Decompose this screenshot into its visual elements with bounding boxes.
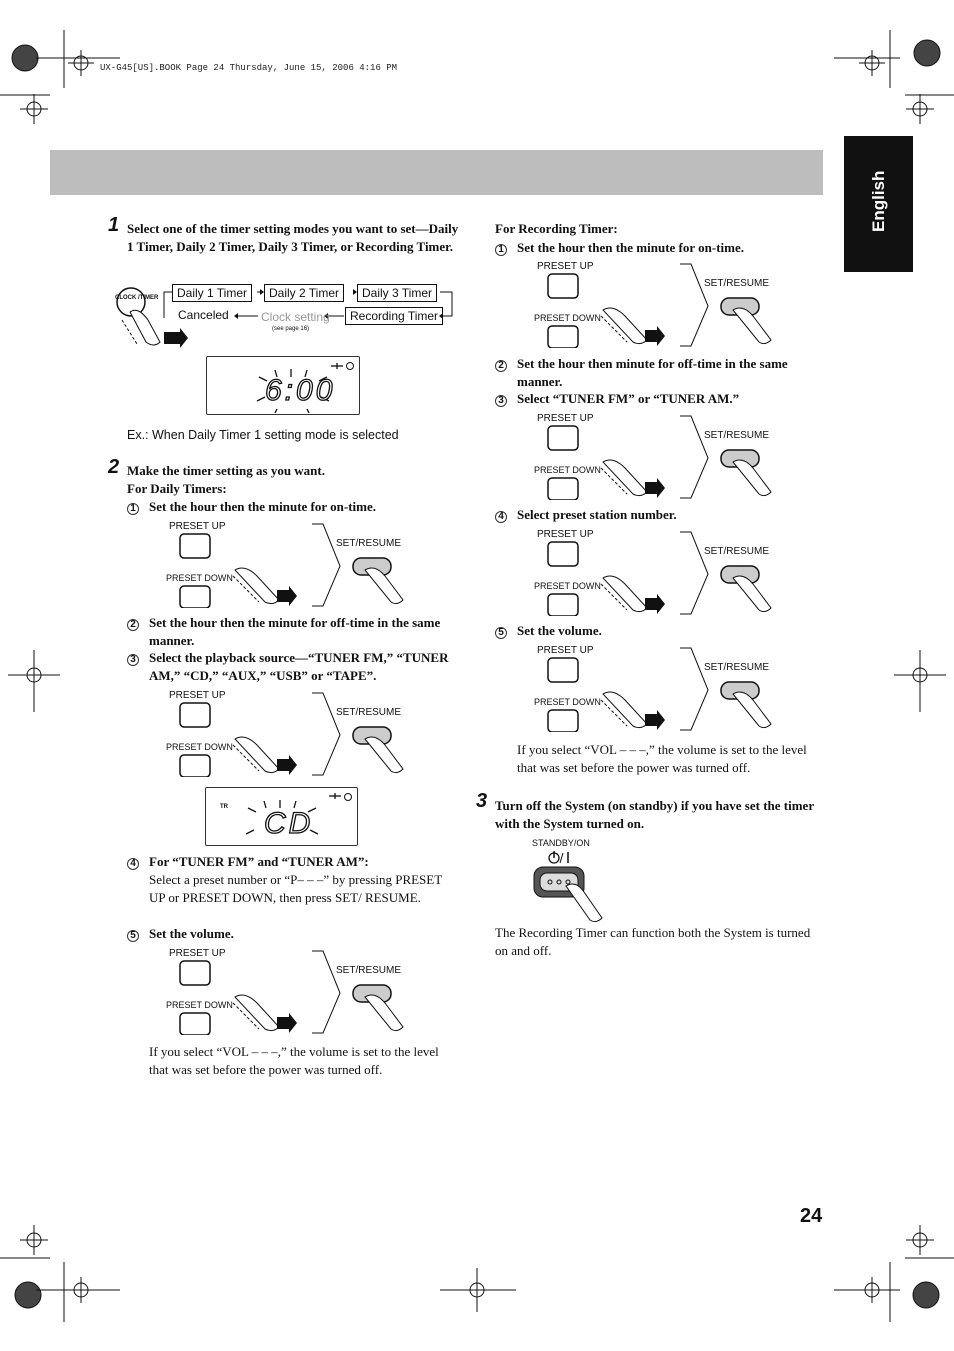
button-diagram-rec-source <box>533 410 778 500</box>
daily-timers-heading: For Daily Timers: <box>127 481 227 496</box>
daily-step-3 <box>127 649 457 683</box>
daily-step-5 <box>127 925 457 943</box>
rec-step-4 <box>495 506 820 524</box>
button-diagram-daily-volume <box>165 945 410 1035</box>
daily-step-2 <box>127 614 457 648</box>
step-2-number: 2 <box>108 456 120 478</box>
step-1-caption: Ex.: When Daily Timer 1 setting mode is selected <box>127 428 399 442</box>
preset-down-label: PRESET DOWN <box>534 465 601 475</box>
step-1-instruction: Select one of the timer setting modes you want to set—Daily 1 Timer, Daily 2 Timer, Daily 3 Timer, or Recording Timer. <box>127 221 459 254</box>
standby-button-diagram <box>530 836 610 926</box>
daily-step-2-text: Set the hour then the minute for off-time in the same manner. <box>149 615 441 648</box>
circled-number-4: 4 <box>127 858 139 870</box>
mode-clock-setting: Clock setting <box>261 310 330 324</box>
daily-step-3-text: Select the playback source—“TUNER FM,” “TUNER AM,” “CD,” “AUX,” “USB” or “TAPE”. <box>149 650 449 683</box>
circled-number-3: 3 <box>495 395 507 407</box>
rec-step-5 <box>495 622 820 640</box>
preset-down-label: PRESET DOWN <box>166 1000 233 1010</box>
button-diagram-rec-on-time <box>533 258 778 348</box>
see-page-ref: (see page 16) <box>272 326 310 332</box>
preset-up-label: PRESET UP <box>169 948 226 959</box>
step-3-note: The Recording Timer can function both the System is turned on and off. <box>495 925 811 958</box>
rec-step-5-text: Set the volume. <box>517 623 602 638</box>
daily-step-4-title: For “TUNER FM” and “TUNER AM”: <box>149 854 369 869</box>
preset-up-label: PRESET UP <box>537 261 594 272</box>
circled-number-4: 4 <box>495 511 507 523</box>
page-number: 24 <box>800 1205 823 1227</box>
circled-number-2: 2 <box>127 619 139 631</box>
preset-up-label: PRESET UP <box>537 413 594 424</box>
clock-timer-button-label: CLOCK /TIMER <box>115 295 159 301</box>
rec-step-2 <box>495 355 820 389</box>
preset-up-label: PRESET UP <box>537 645 594 656</box>
preset-up-label: PRESET UP <box>169 521 226 532</box>
preset-down-label: PRESET DOWN <box>166 742 233 752</box>
language-tab-label: English <box>869 170 888 232</box>
file-info-line: UX-G45[US].BOOK Page 24 Thursday, June 15, 2006 4:16 PM <box>100 63 398 73</box>
rec-step-2-text: Set the hour then minute for off-time in the same manner. <box>517 356 788 389</box>
set-resume-label: SET/RESUME <box>704 662 770 673</box>
mode-canceled: Canceled <box>178 308 229 322</box>
rec-step-4-text: Select preset station number. <box>517 507 677 522</box>
section-header-bar <box>50 150 823 195</box>
circled-number-1: 1 <box>127 503 139 515</box>
standby-on-label: STANDBY/ON <box>532 838 590 848</box>
daily-volume-note: If you select “VOL – – –,” the volume is set to the level that was set before the power was turned off. <box>149 1044 439 1077</box>
preset-down-label: PRESET DOWN <box>534 581 601 591</box>
lcd-display-daily-timer <box>206 356 360 415</box>
rec-volume-note: If you select “VOL – – –,” the volume is set to the level that was set before the power was turned off. <box>517 742 807 775</box>
set-resume-label: SET/RESUME <box>336 965 402 976</box>
rec-step-1 <box>495 239 820 257</box>
button-diagram-daily-source <box>165 687 410 777</box>
set-resume-label: SET/RESUME <box>704 430 770 441</box>
button-diagram-rec-volume <box>533 642 778 732</box>
preset-down-label: PRESET DOWN <box>534 697 601 707</box>
lcd-display-source <box>205 787 358 846</box>
timer-mode-cycle-diagram <box>112 282 462 352</box>
button-diagram-rec-preset <box>533 526 778 616</box>
mode-daily-2-timer: Daily 2 Timer <box>264 284 344 302</box>
preset-up-label: PRESET UP <box>537 529 594 540</box>
recording-timer-heading: For Recording Timer: <box>495 221 618 236</box>
mode-daily-3-timer: Daily 3 Timer <box>357 284 437 302</box>
step-3-number: 3 <box>476 790 488 812</box>
step-2-instruction: Make the timer setting as you want. <box>127 463 325 478</box>
mode-recording-timer: Recording Timer <box>345 307 443 325</box>
daily-step-4 <box>127 853 457 871</box>
circled-number-3: 3 <box>127 654 139 666</box>
set-resume-label: SET/RESUME <box>704 278 770 289</box>
daily-step-4-body: Select a preset number or “P– – –” by pressing PRESET UP or PRESET DOWN, then press SET/ RESUME. <box>149 872 442 905</box>
step-3-instruction: Turn off the System (on standby) if you have set the timer with the System turned on. <box>495 798 814 831</box>
circled-number-1: 1 <box>495 244 507 256</box>
rec-step-3 <box>495 390 820 408</box>
circled-number-5: 5 <box>127 930 139 942</box>
button-diagram-daily-on-time <box>165 518 410 608</box>
daily-step-5-text: Set the volume. <box>149 926 234 941</box>
rec-step-1-text: Set the hour then the minute for on-time. <box>517 240 745 255</box>
language-tab <box>844 136 913 272</box>
lcd-source-readout: CD <box>264 807 314 840</box>
circled-number-2: 2 <box>495 360 507 372</box>
step-1-number: 1 <box>108 214 120 236</box>
lcd-time-readout: 6:00 <box>265 374 336 407</box>
preset-down-label: PRESET DOWN <box>166 573 233 583</box>
circled-number-5: 5 <box>495 627 507 639</box>
lcd-tr-indicator: TR <box>220 804 228 810</box>
mode-daily-1-timer: Daily 1 Timer <box>172 284 252 302</box>
set-resume-label: SET/RESUME <box>336 707 402 718</box>
daily-step-1-text: Set the hour then the minute for on-time. <box>149 499 377 514</box>
set-resume-label: SET/RESUME <box>336 538 402 549</box>
preset-up-label: PRESET UP <box>169 690 226 701</box>
set-resume-label: SET/RESUME <box>704 546 770 557</box>
rec-step-3-text: Select “TUNER FM” or “TUNER AM.” <box>517 391 740 406</box>
daily-step-1 <box>127 498 457 516</box>
preset-down-label: PRESET DOWN <box>534 313 601 323</box>
